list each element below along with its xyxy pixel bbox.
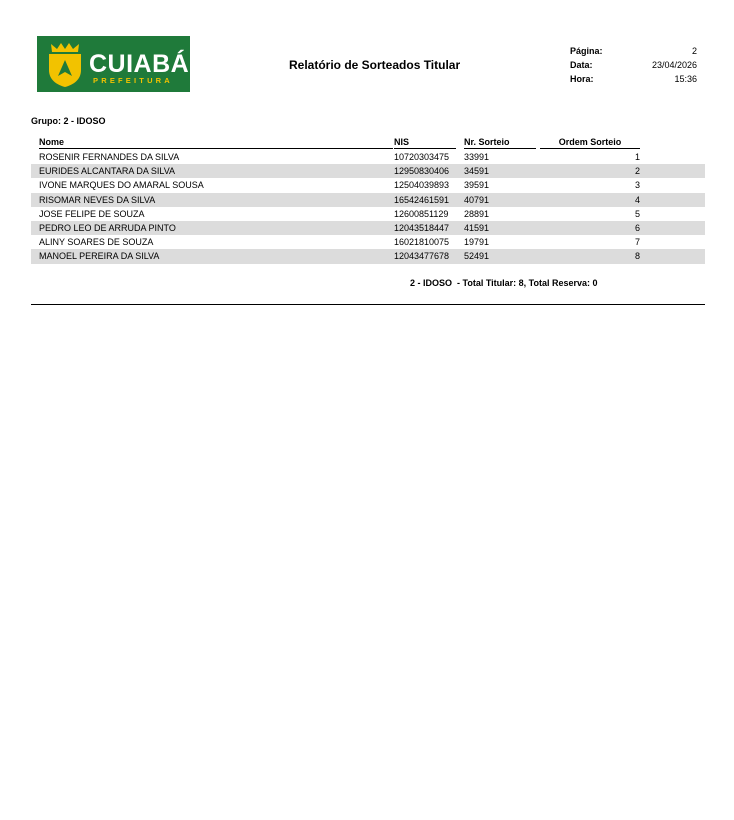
cell-nis: 16542461591 (394, 194, 450, 205)
cell-nis: 12043518447 (394, 222, 450, 233)
table-header-row (31, 136, 705, 150)
date-value: 23/04/2026 (651, 60, 697, 70)
cell-nome: IVONE MARQUES DO AMARAL SOUSA (39, 180, 204, 191)
group-label: Grupo: 2 - IDOSO (31, 116, 106, 126)
header-nome: Nome (39, 136, 393, 149)
header-ordem-sorteio: Ordem Sorteio (540, 136, 640, 149)
report-title: Relatório de Sorteados Titular (289, 58, 461, 72)
cell-nr-sorteio: 39591 (464, 180, 490, 191)
meta-page-row (570, 44, 697, 58)
cell-nr-sorteio: 34591 (464, 166, 490, 177)
cell-nr-sorteio: 28891 (464, 208, 490, 219)
table-row (31, 150, 705, 164)
cell-ordem: 5 (634, 208, 640, 219)
sorteados-table (31, 136, 705, 264)
time-value: 15:36 (674, 74, 697, 84)
cell-nome: EURIDES ALCANTARA DA SILVA (39, 166, 176, 177)
meta-date-row (570, 58, 697, 72)
footer-divider (31, 304, 705, 305)
cell-nr-sorteio: 41591 (464, 222, 490, 233)
cell-nis: 12504039893 (394, 180, 450, 191)
cell-nome: MANOEL PEREIRA DA SILVA (39, 251, 160, 262)
logo-wordmark: CUIABÁ (89, 50, 190, 78)
cell-ordem: 2 (634, 166, 640, 177)
cell-nr-sorteio: 19791 (464, 237, 490, 248)
cell-nr-sorteio: 40791 (464, 194, 490, 205)
page-label: Página: (570, 46, 603, 56)
meta-time-row (570, 72, 697, 86)
cell-nome: JOSE FELIPE DE SOUZA (39, 208, 145, 219)
page-value: 2 (691, 46, 697, 56)
table-row (31, 235, 705, 249)
cell-ordem: 6 (634, 222, 640, 233)
cell-nome: ROSENIR FERNANDES DA SILVA (39, 152, 180, 162)
cell-nr-sorteio: 52491 (464, 251, 490, 262)
header-nis: NIS (394, 136, 456, 149)
cell-ordem: 7 (634, 237, 640, 248)
cell-ordem: 1 (634, 152, 640, 162)
table-row (31, 193, 705, 207)
cell-nome: PEDRO LEO DE ARRUDA PINTO (39, 222, 176, 233)
table-row (31, 178, 705, 192)
cell-nome: ALINY SOARES DE SOUZA (39, 237, 154, 248)
prefeitura-logo (37, 36, 190, 92)
cell-nis: 10720303475 (394, 152, 450, 162)
time-label: Hora: (570, 74, 594, 84)
cell-nis: 12950830406 (394, 166, 450, 177)
cuiaba-crest-icon (45, 40, 85, 88)
cell-nr-sorteio: 33991 (464, 152, 490, 162)
cell-nis: 16021810075 (394, 237, 450, 248)
table-row (31, 164, 705, 178)
cell-nis: 12043477678 (394, 251, 450, 262)
cell-ordem: 4 (634, 194, 640, 205)
group-total-summary: 2 - IDOSO - Total Titular: 8, Total Reserva: 0 (410, 278, 598, 288)
cell-ordem: 3 (634, 180, 640, 191)
cell-ordem: 8 (634, 251, 640, 262)
header-nr-sorteio: Nr. Sorteio (464, 136, 536, 149)
table-row (31, 249, 705, 263)
cell-nome: RISOMAR NEVES DA SILVA (39, 194, 156, 205)
date-label: Data: (570, 60, 593, 70)
logo-subtitle: PREFEITURA (93, 76, 173, 85)
table-row (31, 221, 705, 235)
table-row (31, 207, 705, 221)
report-meta (570, 44, 697, 86)
cell-nis: 12600851129 (394, 208, 449, 219)
